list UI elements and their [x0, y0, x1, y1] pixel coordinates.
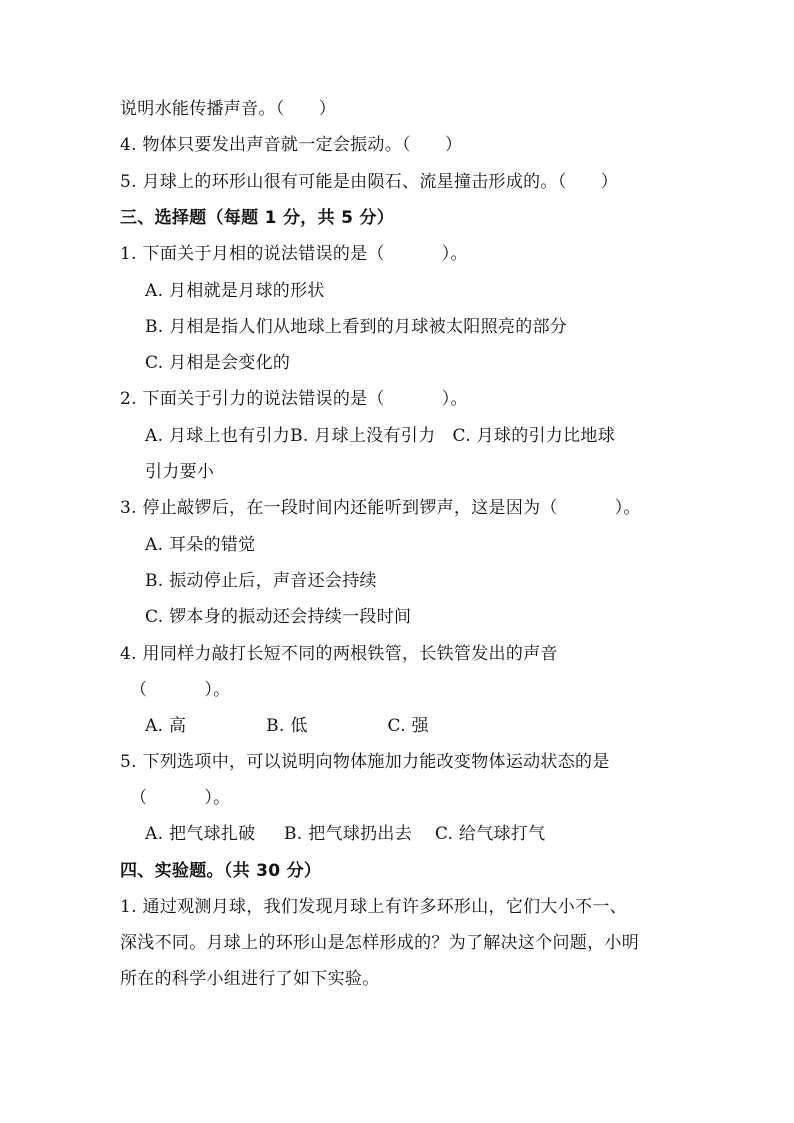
choice-5-answer-blank: （ ）。: [130, 788, 231, 808]
tf-question-4: 4. 物体只要发出声音就一定会振动。（ ）: [120, 135, 463, 155]
experiment-paragraph-line-1: 1. 通过观测月球，我们发现月球上有许多环形山，它们大小不一、: [120, 897, 627, 917]
experiment-paragraph-line-3: 所在的科学小组进行了如下实验。: [120, 969, 380, 989]
choice-1-option-c: C. 月相是会变化的: [145, 353, 291, 373]
choice-4-answer-blank: （ ）。: [130, 680, 231, 700]
choice-2-option-c-continued: 引力要小: [145, 462, 215, 482]
choice-1-option-a: A. 月相就是月球的形状: [145, 281, 325, 301]
experiment-paragraph-line-2: 深浅不同。月球上的环形山是怎样形成的？为了解决这个问题，小明: [120, 933, 639, 953]
section-heading-choice: 三、选择题（每题 1 分，共 5 分）: [120, 208, 395, 228]
choice-4-options: A. 高 B. 低 C. 强: [145, 716, 429, 736]
choice-5-options: A. 把气球扎破 B. 把气球扔出去 C. 给气球打气: [145, 824, 546, 844]
choice-3-option-a: A. 耳朵的错觉: [145, 535, 256, 555]
choice-2-options: A. 月球上也有引力B. 月球上没有引力 C. 月球的引力比地球: [145, 426, 616, 446]
choice-1-option-b: B. 月相是指人们从地球上看到的月球被太阳照亮的部分: [145, 317, 568, 337]
choice-question-3: 3. 停止敲锣后，在一段时间内还能听到锣声，这是因为（ ）。: [120, 498, 641, 518]
tf-question-5: 5. 月球上的环形山很有可能是由陨石、流星撞击形成的。（ ）: [120, 172, 619, 192]
choice-3-option-c: C. 锣本身的振动还会持续一段时间: [145, 607, 412, 627]
choice-3-option-b: B. 振动停止后，声音还会持续: [145, 571, 377, 591]
choice-question-1: 1. 下面关于月相的说法错误的是（ ）。: [120, 244, 468, 264]
choice-question-2: 2. 下面关于引力的说法错误的是（ ）。: [120, 389, 468, 409]
choice-question-4: 4. 用同样力敲打长短不同的两根铁管，长铁管发出的声音: [120, 644, 558, 664]
section-heading-experiment: 四、实验题。（共 30 分）: [120, 861, 322, 881]
choice-question-5: 5. 下列选项中，可以说明向物体施加力能改变物体运动状态的是: [120, 752, 610, 772]
tf-question-3-end: 说明水能传播声音。（ ）: [120, 99, 337, 119]
